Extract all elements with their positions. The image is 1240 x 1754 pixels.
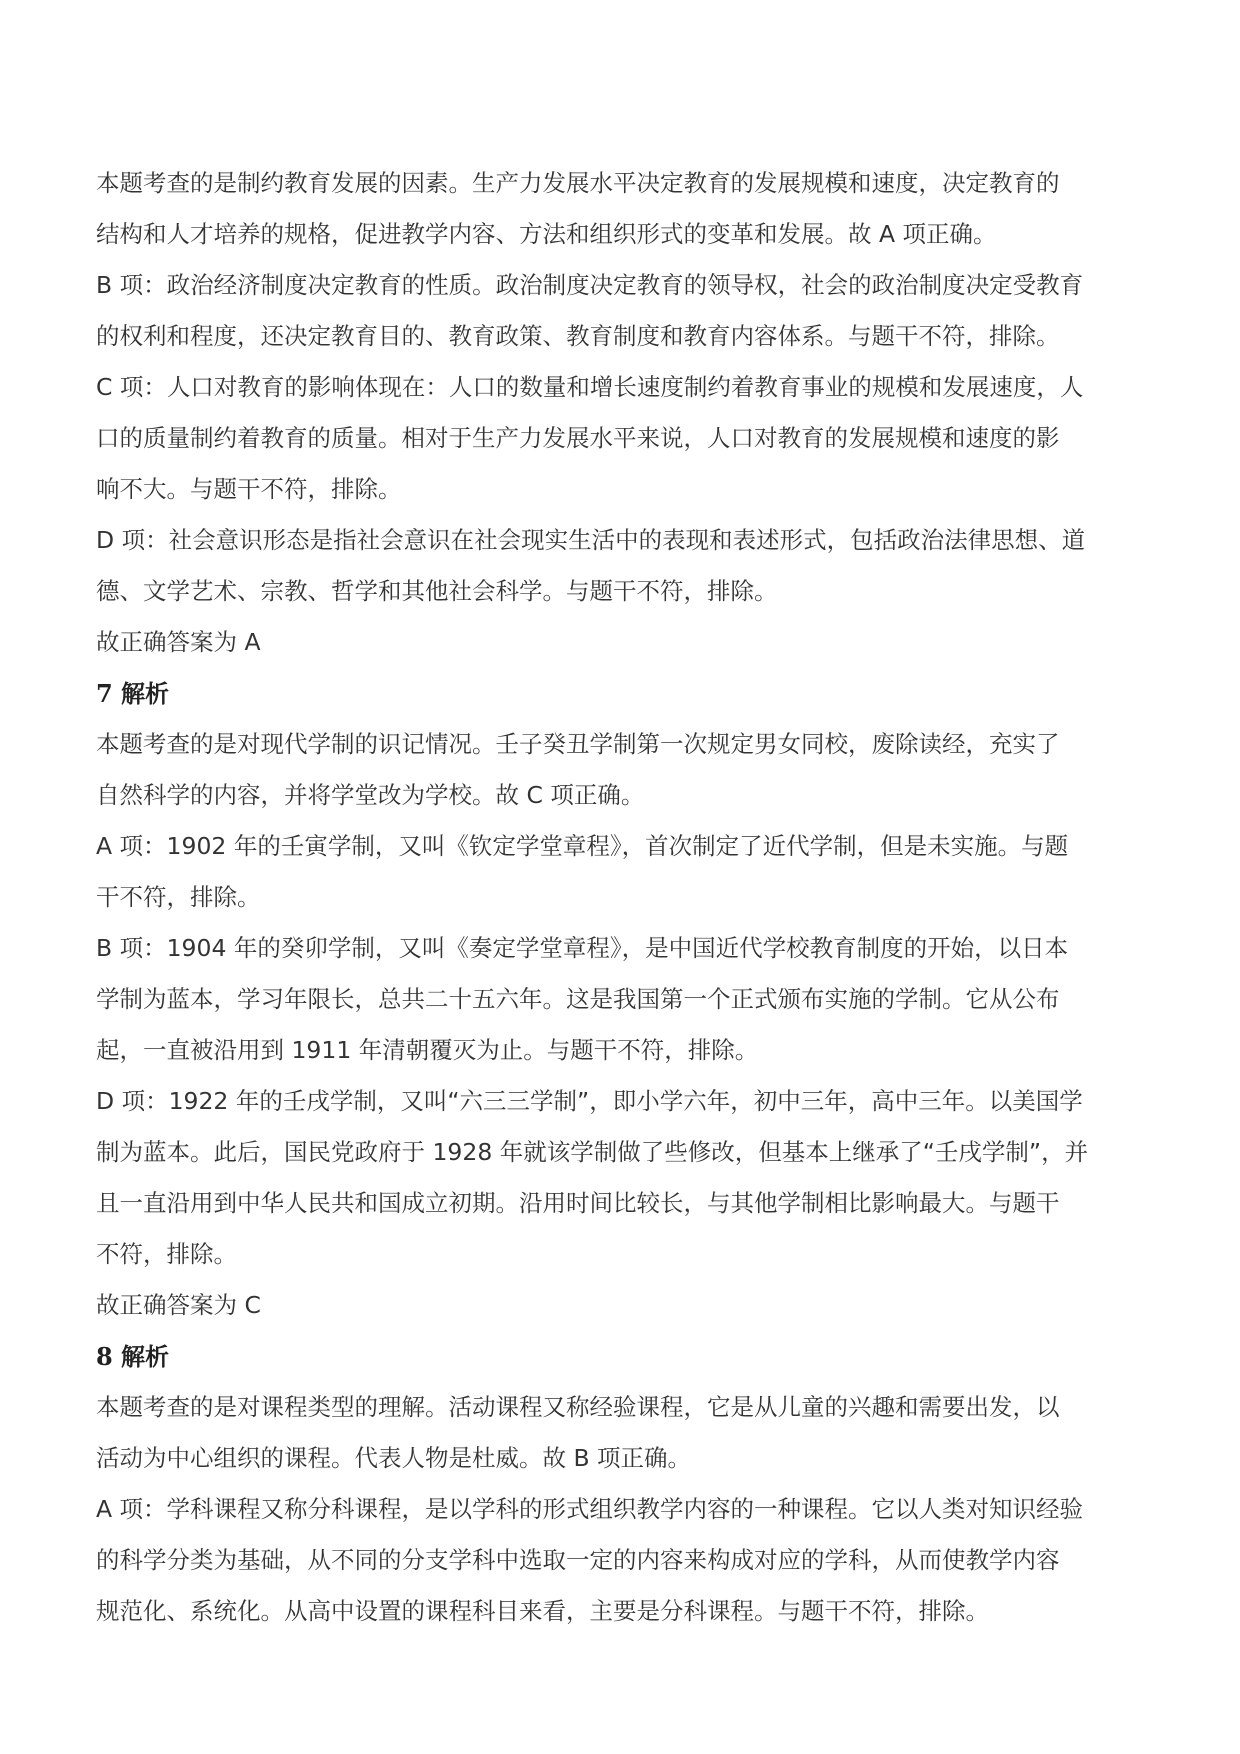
section-heading: 8 解析 bbox=[96, 1342, 170, 1371]
text-line: 学制为蓝本，学习年限长，总共二十五六年。这是我国第一个正式颁布实施的学制。它从公布 bbox=[96, 985, 1060, 1013]
text-line: A 项：1902 年的壬寅学制，又叫《钦定学堂章程》，首次制定了近代学制，但是未实施。与题 bbox=[96, 832, 1069, 860]
text-line: 结构和人才培养的规格，促进教学内容、方法和组织形式的变革和发展。故 A 项正确。 bbox=[96, 220, 997, 248]
text-line: 本题考查的是对现代学制的识记情况。壬子癸丑学制第一次规定男女同校，废除读经，充实了 bbox=[96, 730, 1060, 758]
section-7-explanation bbox=[96, 668, 1156, 1331]
answer-line: 故正确答案为 A bbox=[96, 628, 261, 656]
section-8-explanation bbox=[96, 1331, 1156, 1637]
text-line: 的权利和程度，还决定教育目的、教育政策、教育制度和教育内容体系。与题干不符，排除。 bbox=[96, 322, 1060, 350]
text-line: C 项：人口对教育的影响体现在：人口的数量和增长速度制约着教育事业的规模和发展速度，人 bbox=[96, 373, 1084, 401]
text-line: 制为蓝本。此后，国民党政府于 1928 年就该学制做了些修改，但基本上继承了“壬戌学制”，并 bbox=[96, 1138, 1089, 1166]
text-line: A 项：学科课程又称分科课程，是以学科的形式组织教学内容的一种课程。它以人类对知识经验 bbox=[96, 1495, 1084, 1523]
text-line: 本题考查的是制约教育发展的因素。生产力发展水平决定教育的发展规模和速度，决定教育的 bbox=[96, 169, 1060, 197]
section-heading: 7 解析 bbox=[96, 679, 170, 708]
text-line: 且一直沿用到中华人民共和国成立初期。沿用时间比较长，与其他学制相比影响最大。与题干 bbox=[96, 1189, 1060, 1217]
text-line: D 项：社会意识形态是指社会意识在社会现实生活中的表现和表述形式，包括政治法律思想、道 bbox=[96, 526, 1086, 554]
document-page bbox=[96, 158, 1156, 1637]
section-6-explanation bbox=[96, 158, 1156, 668]
text-line: 干不符，排除。 bbox=[96, 883, 261, 911]
text-line: B 项：政治经济制度决定教育的性质。政治制度决定教育的领导权，社会的政治制度决定受教育 bbox=[96, 271, 1084, 299]
text-line: 德、文学艺术、宗教、哲学和其他社会科学。与题干不符，排除。 bbox=[96, 577, 778, 605]
text-line: D 项：1922 年的壬戌学制，又叫“六三三学制”，即小学六年，初中三年，高中三年。以美国学 bbox=[96, 1087, 1083, 1115]
text-line: 的科学分类为基础，从不同的分支学科中选取一定的内容来构成对应的学科，从而使教学内容 bbox=[96, 1546, 1060, 1574]
text-line: 自然科学的内容，并将学堂改为学校。故 C 项正确。 bbox=[96, 781, 645, 809]
text-line: 口的质量制约着教育的质量。相对于生产力发展水平来说，人口对教育的发展规模和速度的影 bbox=[96, 424, 1060, 452]
text-line: 不符，排除。 bbox=[96, 1240, 237, 1268]
answer-line: 故正确答案为 C bbox=[96, 1291, 261, 1319]
text-line: B 项：1904 年的癸卯学制，又叫《奏定学堂章程》，是中国近代学校教育制度的开始，以日本 bbox=[96, 934, 1069, 962]
text-line: 规范化、系统化。从高中设置的课程科目来看，主要是分科课程。与题干不符，排除。 bbox=[96, 1597, 989, 1625]
text-line: 活动为中心组织的课程。代表人物是杜威。故 B 项正确。 bbox=[96, 1444, 692, 1472]
text-line: 本题考查的是对课程类型的理解。活动课程又称经验课程，它是从儿童的兴趣和需要出发，以 bbox=[96, 1393, 1060, 1421]
text-line: 起，一直被沿用到 1911 年清朝覆灭为止。与题干不符，排除。 bbox=[96, 1036, 759, 1064]
text-line: 响不大。与题干不符，排除。 bbox=[96, 475, 402, 503]
